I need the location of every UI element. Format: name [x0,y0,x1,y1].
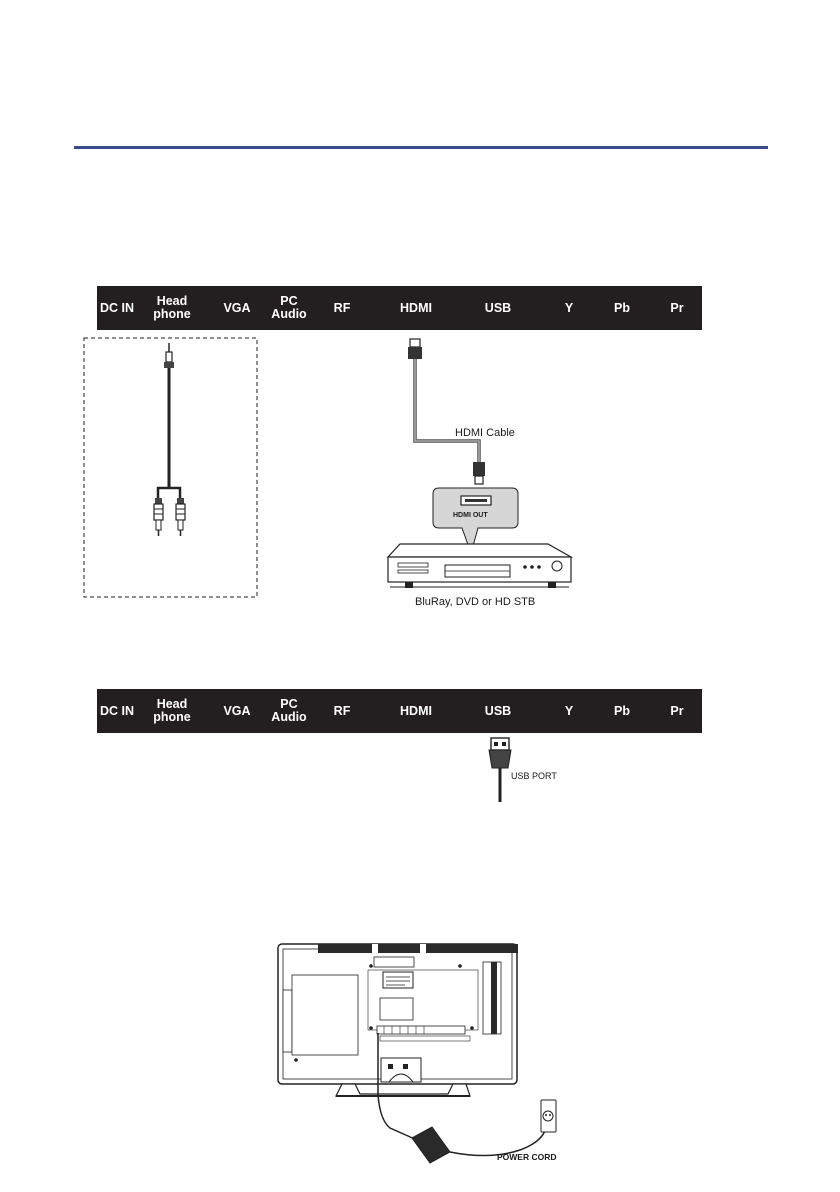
hdmi-cable-illustration [408,339,485,484]
bluray-player-illustration [388,544,571,588]
port-label-hdmi: HDMI [400,703,432,718]
port-label-usb: USB [484,703,512,718]
port-label-y: Y [564,703,574,718]
device-label: BluRay, DVD or HD STB [415,596,536,608]
port-label-headphone: Head phone [153,294,191,321]
power-cord-label: POWER CORD [497,1152,557,1162]
port-label-pr: Pr [670,703,684,718]
port-label-pc-audio: PC Audio [271,294,307,321]
port-label-pb: Pb [614,703,630,718]
audio-cable-illustration [84,338,257,597]
port-label-rf: RF [333,703,351,718]
usb-port-label: USB PORT [511,771,557,781]
port-label-rf: RF [333,300,351,315]
port-label-dc-in: DC IN [99,300,135,315]
port-label-pr: Pr [670,300,684,315]
port-label-y: Y [564,300,574,315]
port-label-hdmi: HDMI [400,300,432,315]
port-label-usb: USB [484,300,512,315]
port-label-vga: VGA [223,703,251,718]
usb-cable-illustration [489,738,511,802]
hdmi-cable-label: HDMI Cable [455,427,515,439]
port-label-pb: Pb [614,300,630,315]
tv-rear-illustration [278,944,518,1096]
port-label-pc-audio: PC Audio [271,697,307,724]
port-label-dc-in: DC IN [99,703,135,718]
hdmi-out-label: HDMI OUT [453,512,488,519]
port-label-vga: VGA [223,300,251,315]
port-label-headphone: Head phone [153,697,191,724]
hdmi-out-callout [433,488,518,553]
